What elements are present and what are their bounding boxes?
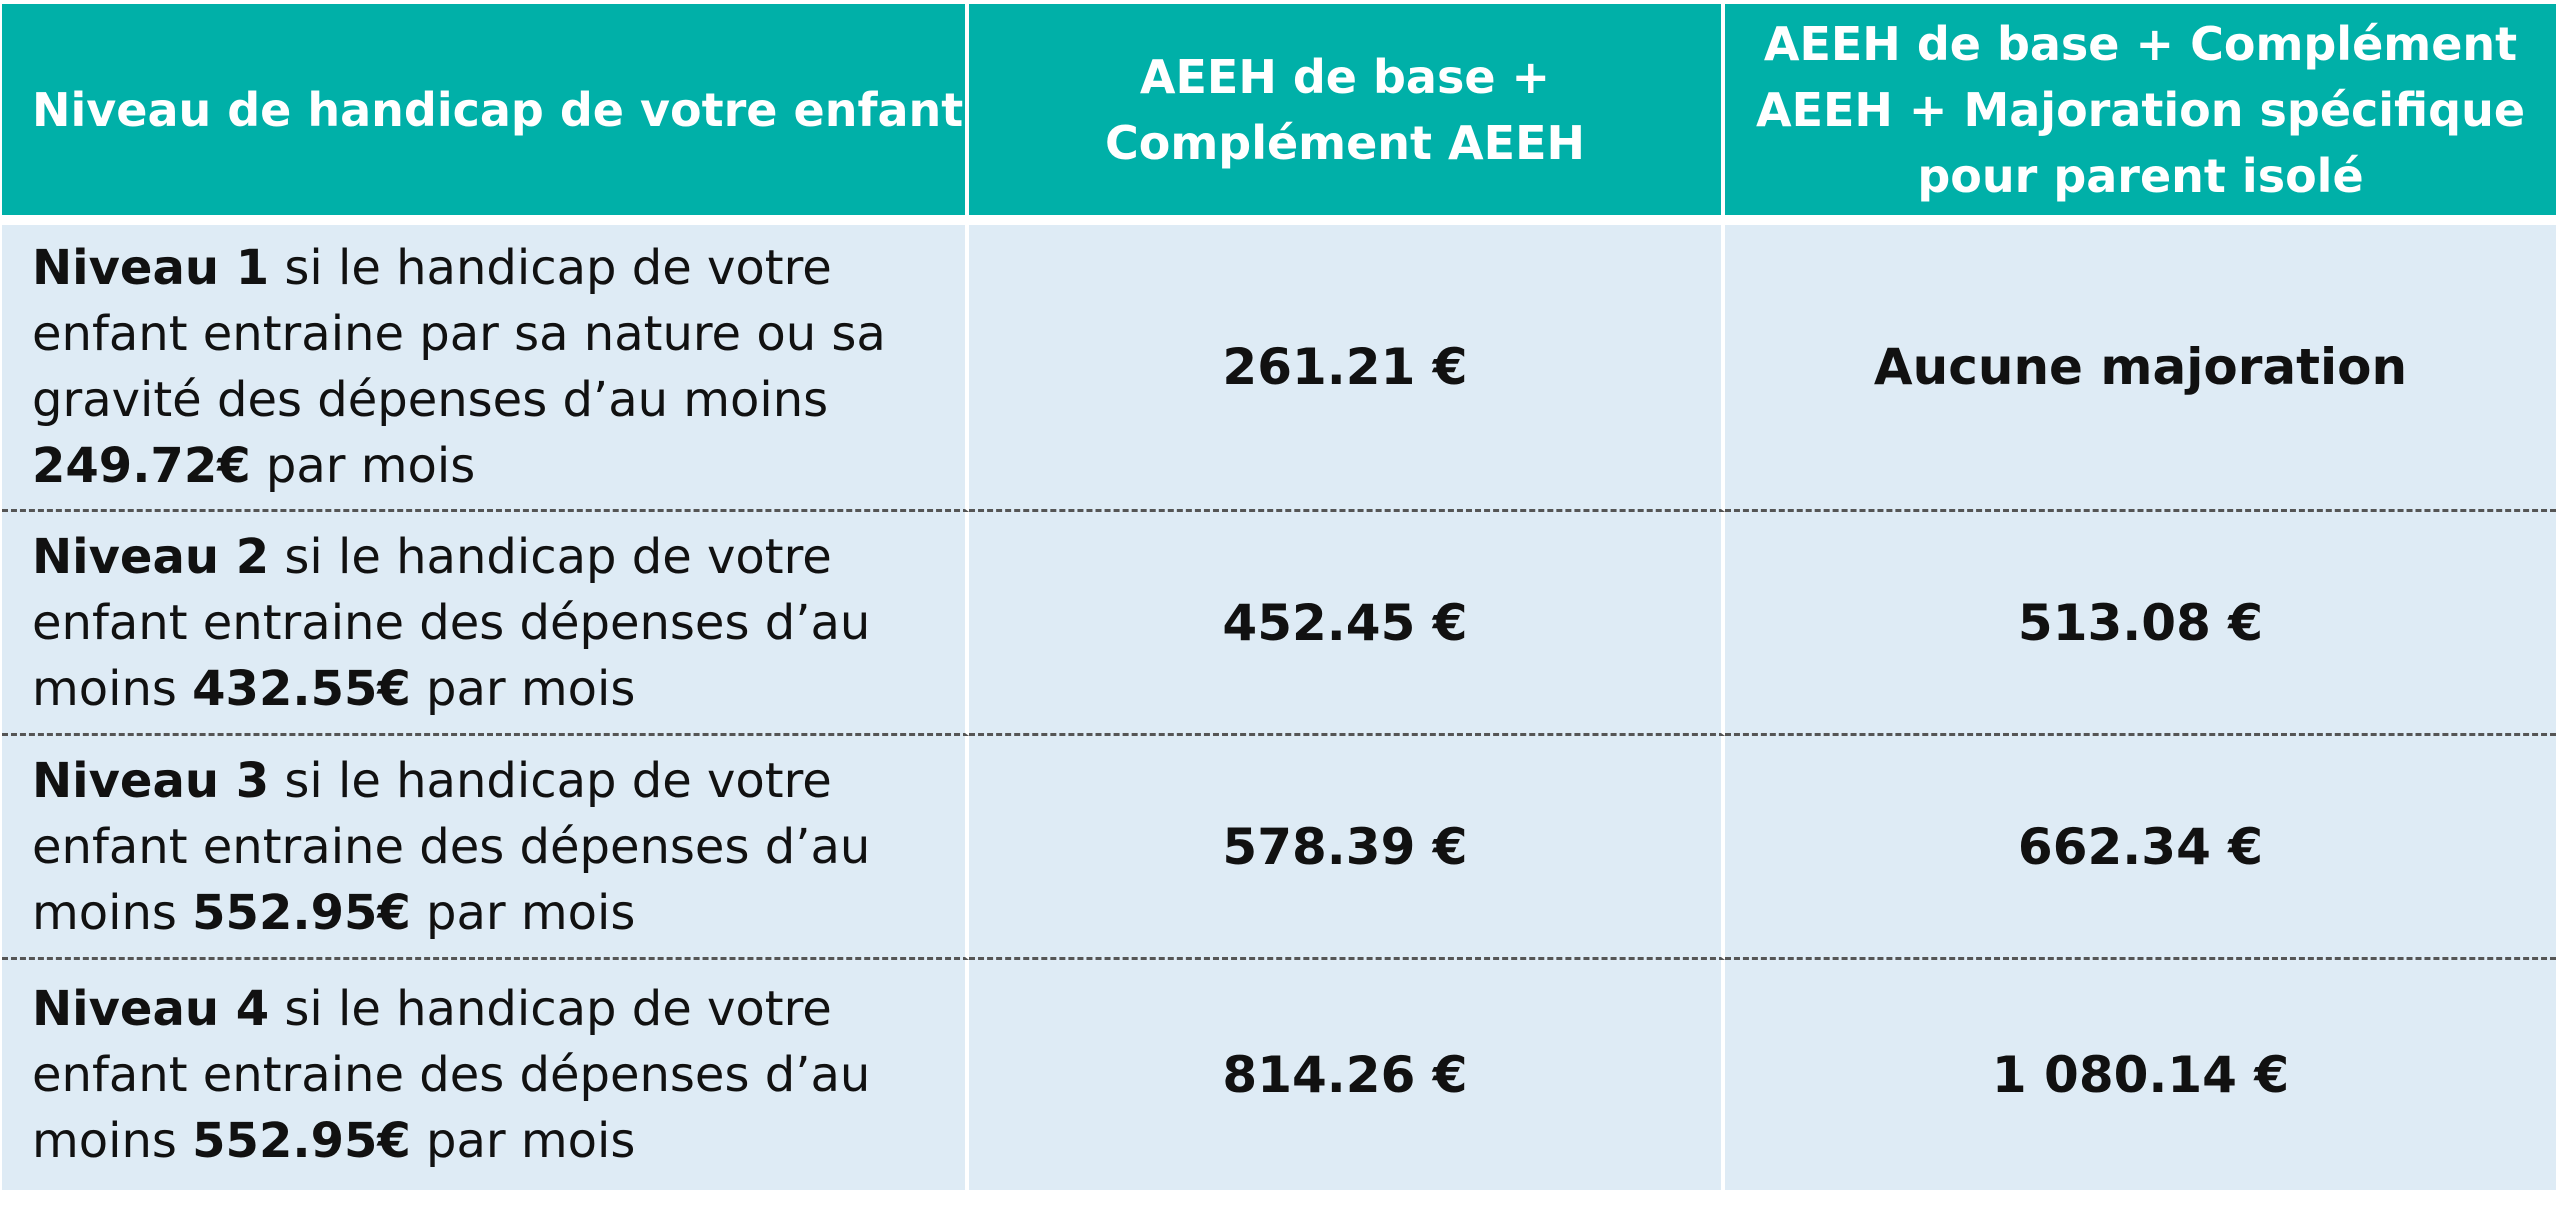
amount-value: 452.45 €	[1222, 593, 1468, 652]
per-month-text: par mois	[410, 1113, 636, 1169]
per-month-text: par mois	[250, 438, 476, 494]
amount-value: 662.34 €	[2017, 817, 2264, 876]
header-base-complement	[969, 4, 1725, 225]
threshold-amount: 249.72€	[32, 438, 251, 494]
header-line: Complément AEEH	[1104, 115, 1585, 170]
header-level-label: Niveau de handicap de votre enfant	[32, 82, 964, 137]
level-label: Niveau 2	[32, 528, 270, 585]
header-with-majoration-label	[1756, 11, 2525, 209]
header-with-majoration	[1725, 4, 2556, 225]
level-label: Niveau 1	[32, 240, 270, 296]
amount-value: 261.21 €	[1222, 338, 1468, 396]
threshold-amount: 432.55€	[192, 660, 411, 717]
header-line: AEEH de base +	[1139, 49, 1551, 104]
level-description: si le handicap de votre enfant entraine par sa nature ou sa gravité des dépenses d’au moins	[32, 240, 886, 428]
row-3-level	[2, 736, 969, 960]
row-1-level	[2, 225, 969, 512]
header-line: AEEH + Majoration spécifique	[1755, 82, 2526, 137]
per-month-text: par mois	[410, 884, 636, 941]
row-4-base-complement	[969, 960, 1725, 1190]
row-2-level	[2, 512, 969, 736]
row-4-level	[2, 960, 969, 1190]
row-4-with-majoration	[1725, 960, 2556, 1190]
amount-value: Aucune majoration	[1873, 338, 2408, 396]
row-4-description	[32, 976, 945, 1174]
header-line: AEEH de base + Complément	[1763, 16, 2518, 71]
header-level	[2, 4, 969, 225]
row-2-base-complement	[969, 512, 1725, 736]
row-2-with-majoration	[1725, 512, 2556, 736]
row-1-with-majoration	[1725, 225, 2556, 512]
row-3-description	[32, 748, 945, 946]
amount-value: 578.39 €	[1222, 817, 1468, 876]
level-description: si le handicap de votre enfant entraine des dépenses d’au moins	[32, 981, 871, 1169]
amount-value: 1 080.14 €	[1991, 1046, 2290, 1104]
level-description: si le handicap de votre enfant entraine des dépenses d’au moins	[32, 528, 871, 717]
level-description: si le handicap de votre enfant entraine des dépenses d’au moins	[32, 752, 871, 941]
row-3-with-majoration	[1725, 736, 2556, 960]
aeeh-table	[2, 4, 2556, 1190]
amount-value: 814.26 €	[1222, 1046, 1468, 1104]
row-3-base-complement	[969, 736, 1725, 960]
header-base-complement-label	[1105, 44, 1585, 176]
level-label: Niveau 4	[32, 981, 270, 1037]
threshold-amount: 552.95€	[192, 1113, 411, 1169]
threshold-amount: 552.95€	[192, 884, 411, 941]
per-month-text: par mois	[410, 660, 636, 717]
amount-value: 513.08 €	[2017, 593, 2264, 652]
header-line: pour parent isolé	[1917, 148, 2364, 203]
row-1-base-complement	[969, 225, 1725, 512]
level-label: Niveau 3	[32, 752, 270, 809]
row-2-description	[32, 524, 945, 722]
row-1-description	[32, 235, 945, 499]
